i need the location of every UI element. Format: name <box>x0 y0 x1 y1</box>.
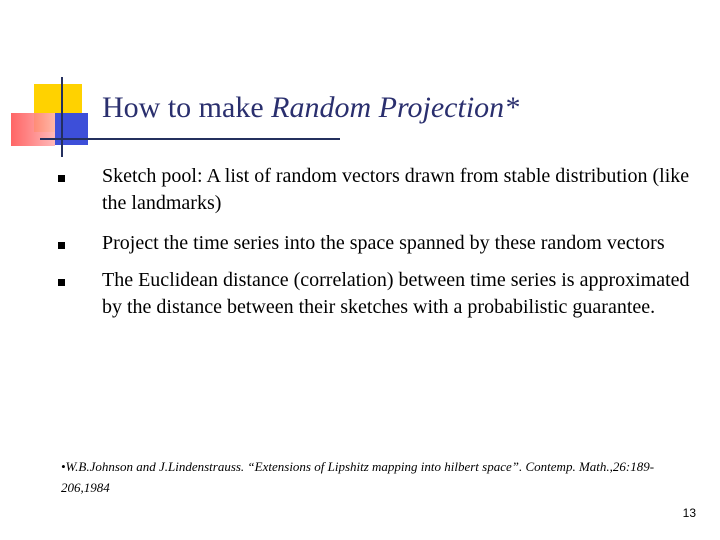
square-bullet-icon <box>58 175 65 182</box>
decor-blue-square <box>55 113 88 145</box>
bullet-item <box>56 163 696 217</box>
bullet-list <box>56 163 696 334</box>
bullet-text: Project the time series into the space spanned by these random vectors <box>102 232 665 254</box>
slide-title <box>102 88 519 128</box>
bullet-item <box>56 267 696 321</box>
bullet-item <box>56 230 696 257</box>
slide-title-plain: How to make <box>102 91 272 124</box>
square-bullet-icon <box>58 242 65 249</box>
bullet-text: The Euclidean distance (correlation) between time series is approximated by the distance between their sketches with a probabilistic guarantee. <box>102 269 690 318</box>
slide-title-italic: Random Projection* <box>271 91 520 124</box>
decor-red-gradient <box>11 113 55 146</box>
page-number: 13 <box>682 506 696 520</box>
title-underline-rule <box>40 138 340 140</box>
square-bullet-icon <box>58 279 65 286</box>
bullet-text: Sketch pool: A list of random vectors drawn from stable distribution (like the landmarks) <box>102 165 690 214</box>
reference-citation: •W.B.Johnson and J.Lindenstrauss. “Extensions of Lipshitz mapping into hilbert space”. Contemp. Math.,26:189-206,1984 <box>61 459 655 495</box>
decor-vertical-rule <box>61 77 63 157</box>
